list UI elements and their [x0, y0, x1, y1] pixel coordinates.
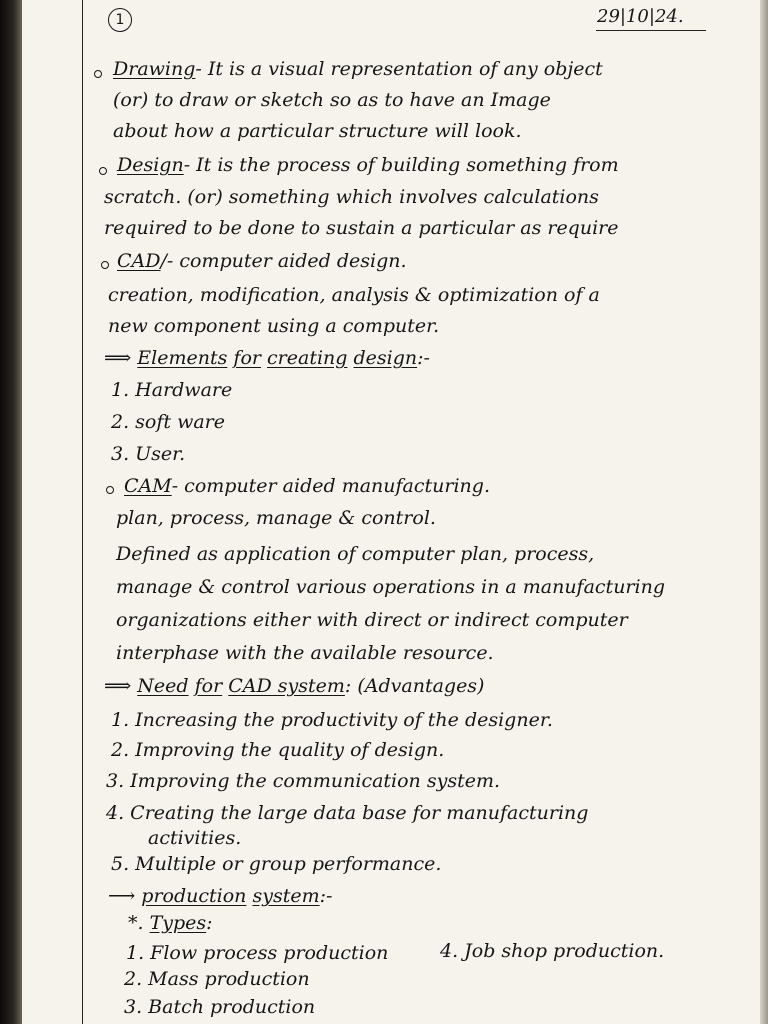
elements-heading-colon: :-: [417, 347, 430, 369]
arrow-icon: ⟹: [104, 347, 132, 369]
production-type: 1. Flow process production: [126, 942, 389, 964]
need-item-continuation: activities.: [148, 827, 242, 849]
need-heading: [104, 675, 484, 697]
elements-item: 1. Hardware: [111, 379, 233, 401]
need-heading-word-1: Need: [137, 675, 189, 697]
elements-item: 2. soft ware: [111, 411, 225, 433]
drawing-term: Drawing: [113, 58, 196, 80]
notebook-binding: [0, 0, 22, 1024]
design-line-1: [117, 154, 619, 176]
bullet-drawing: [94, 70, 102, 78]
elements-item: 3. User.: [111, 443, 186, 465]
page-edge: [760, 0, 768, 1024]
elements-heading-word-4: design: [353, 347, 418, 369]
production-heading: [108, 885, 332, 907]
drawing-definition: - It is a visual representation of any object: [195, 58, 603, 80]
production-type: 2. Mass production: [124, 968, 310, 990]
cam-definition: - computer aided manufacturing.: [171, 475, 490, 497]
cad-term: CAD: [117, 250, 161, 272]
date-underline: [596, 30, 706, 31]
drawing-line-2: (or) to draw or sketch so as to have an Image: [113, 89, 551, 111]
drawing-line-1: [113, 58, 603, 80]
types-heading: [128, 912, 213, 934]
elements-heading-word-1: Elements: [137, 347, 228, 369]
elements-heading-word-3: creating: [267, 347, 348, 369]
production-heading-colon: :-: [319, 885, 333, 907]
cad-line-1: [117, 250, 407, 272]
arrow-icon: ⟹: [104, 675, 132, 697]
bullet-design: [99, 167, 107, 175]
need-item: 1. Increasing the productivity of the designer.: [111, 709, 553, 731]
production-type: 4. Job shop production.: [440, 940, 665, 962]
drawing-line-3: about how a particular structure will look.: [113, 120, 522, 142]
cad-definition: /- computer aided design.: [160, 250, 407, 272]
production-heading-word-2: system: [252, 885, 320, 907]
cam-line-5: organizations either with direct or indirect computer: [116, 609, 628, 631]
production-heading-word-1: production: [141, 885, 247, 907]
bullet-cam: [106, 486, 114, 494]
design-line-3: required to be done to sustain a particular as require: [104, 217, 619, 239]
cam-term: CAM: [124, 475, 172, 497]
design-term: Design: [117, 154, 184, 176]
cam-line-2: plan, process, manage & control.: [116, 507, 436, 529]
bullet-cad: [101, 261, 109, 269]
cam-line-3: Defined as application of computer plan, process,: [116, 543, 595, 565]
cam-line-4: manage & control various operations in a manufacturing: [116, 576, 665, 598]
design-definition: - It is the process of building something from: [183, 154, 619, 176]
cad-line-2: creation, modification, analysis & optimization of a: [108, 284, 600, 306]
need-heading-rest: : (Advantages): [344, 675, 485, 697]
need-heading-word-3: CAD system: [228, 675, 345, 697]
cam-line-1: [124, 475, 490, 497]
elements-heading-word-2: for: [233, 347, 261, 369]
need-item: 3. Improving the communication system.: [106, 770, 501, 792]
page-date: 29|10|24.: [597, 6, 684, 27]
need-item: 4. Creating the large data base for manufacturing: [106, 802, 589, 824]
cam-line-6: interphase with the available resource.: [116, 642, 494, 664]
elements-heading: [104, 347, 430, 369]
margin-line: [82, 0, 83, 1024]
design-line-2: scratch. (or) something which involves calculations: [104, 186, 599, 208]
cad-line-3: new component using a computer.: [108, 315, 440, 337]
need-item: 5. Multiple or group performance.: [111, 853, 442, 875]
page-number: 1: [108, 8, 132, 32]
need-heading-word-2: for: [194, 675, 223, 697]
star-icon: *.: [128, 912, 144, 934]
types-label: Types: [149, 912, 207, 934]
arrow-icon: ⟶: [108, 885, 136, 907]
production-type: 3. Batch production: [124, 996, 316, 1018]
types-colon: :: [206, 912, 213, 934]
need-item: 2. Improving the quality of design.: [111, 739, 445, 761]
